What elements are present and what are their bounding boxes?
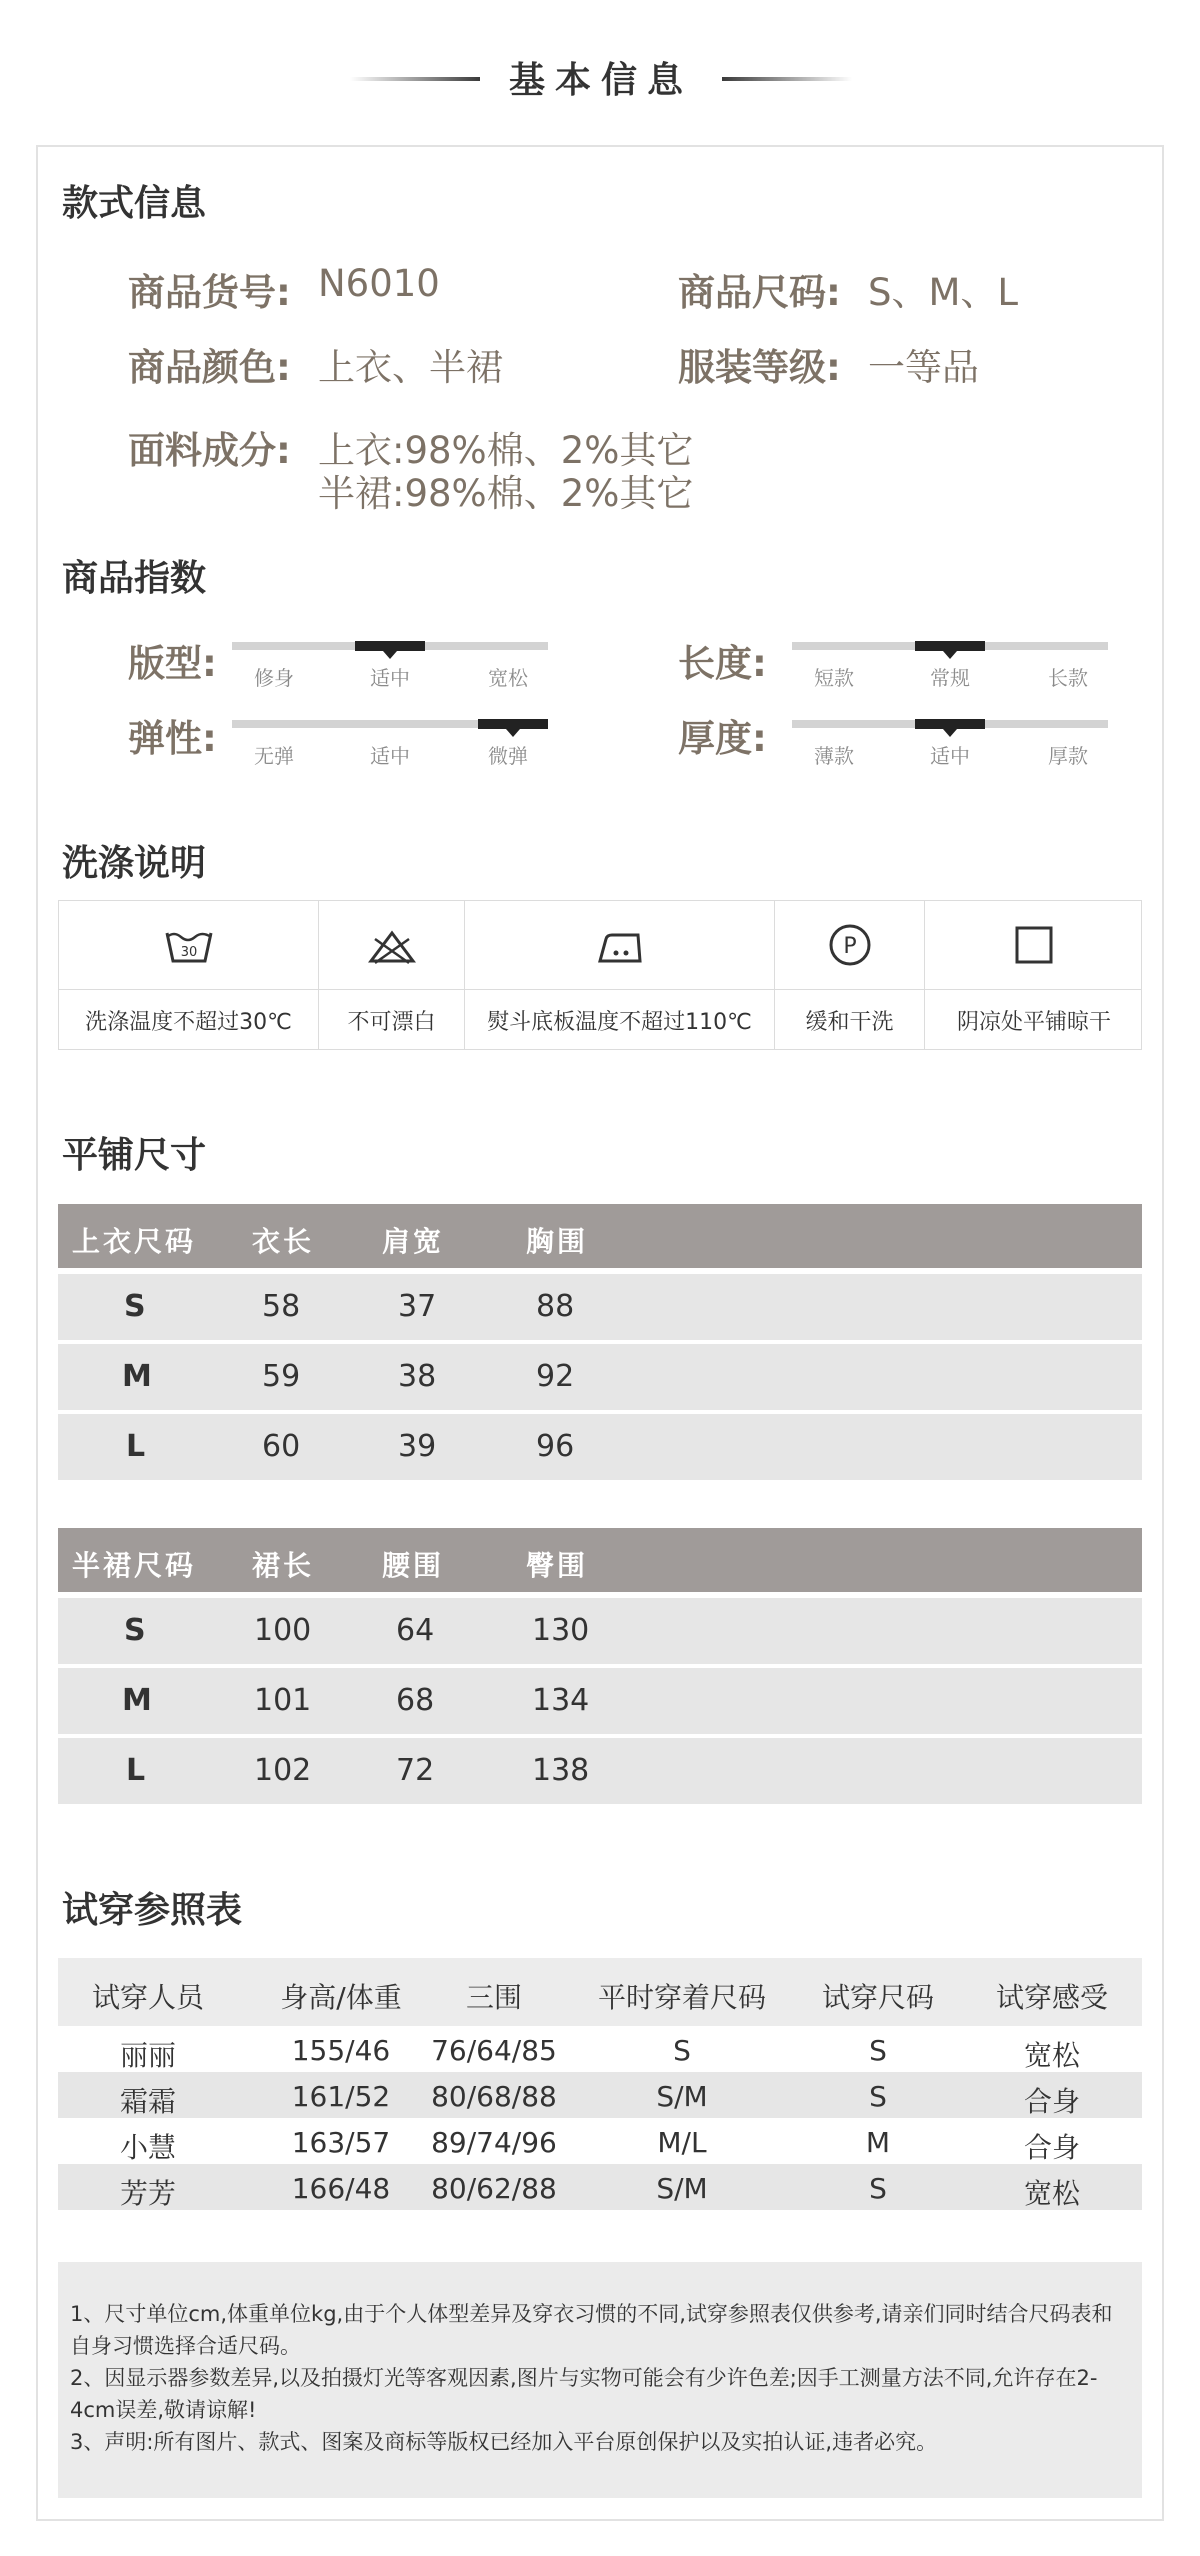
grade-value: 一等品 (868, 346, 979, 389)
skirt-length-cell: 102 (254, 1753, 312, 1788)
wash-col (775, 901, 925, 1049)
item-no-label: 商品货号: (128, 271, 291, 314)
index-label: 弹性: (128, 717, 217, 760)
fit-cell: 89/74/96 (431, 2126, 557, 2159)
index-tick-label: 长款 (1048, 666, 1088, 690)
fit-cell: 丽丽 (119, 2039, 176, 2072)
fit-cell: 163/57 (291, 2126, 391, 2159)
top-size-header (58, 1204, 1142, 1268)
fit-cell: 宽松 (1023, 2177, 1080, 2210)
page-title: 基本信息 (508, 60, 693, 101)
wash-30-icon (163, 927, 215, 967)
svg-text:P: P (842, 934, 857, 959)
fit-header (58, 1958, 1142, 2026)
table-row (58, 1738, 1142, 1804)
fit-cell: 小慧 (119, 2131, 176, 2164)
skirt-size-header (58, 1528, 1142, 1592)
grade-label: 服装等级: (678, 346, 841, 389)
notes-box (58, 2262, 1142, 2498)
iron-icon (594, 927, 646, 967)
fit-cell: 80/68/88 (431, 2080, 557, 2113)
no-bleach-icon (367, 927, 417, 967)
color-label: 商品颜色: (128, 346, 291, 389)
waist-cell: 72 (396, 1753, 435, 1788)
top-header-cell: 上衣尺码 (72, 1225, 197, 1258)
fit-cell: 76/64/85 (431, 2034, 557, 2067)
fit-cell: 161/52 (291, 2080, 391, 2113)
index-tick-label: 适中 (930, 744, 970, 768)
top-header-cell: 衣长 (252, 1225, 315, 1258)
size-label: 商品尺码: (678, 271, 841, 314)
fit-cell: S/M (656, 2172, 708, 2205)
index-tick-label: 适中 (370, 666, 410, 690)
chest-cell: 96 (536, 1429, 575, 1464)
index-marker (478, 719, 548, 729)
shoulder-cell: 39 (398, 1429, 437, 1464)
fit-cell: 合身 (1023, 2085, 1080, 2118)
color-value: 上衣、半裙 (318, 346, 503, 389)
size-cell: L (126, 1429, 146, 1464)
table-row (58, 1414, 1142, 1480)
header-left-line (350, 77, 480, 81)
fit-cell: 合身 (1023, 2131, 1080, 2164)
fit-cell: 芳芳 (119, 2177, 176, 2210)
fit-cell: 155/46 (291, 2034, 391, 2067)
index-tick-label: 薄款 (814, 744, 854, 768)
fit-cell: S (673, 2034, 691, 2067)
wash-title: 洗涤说明 (62, 843, 207, 884)
length-cell: 60 (262, 1429, 301, 1464)
index-marker (915, 719, 985, 729)
index-label: 长度: (678, 642, 767, 685)
wash-text: 阴凉处平铺晾干 (956, 1010, 1111, 1035)
index-label: 厚度: (678, 717, 767, 760)
index-tick-label: 适中 (370, 744, 410, 768)
fit-cell: M (865, 2126, 891, 2159)
chest-cell: 92 (536, 1359, 575, 1394)
shoulder-cell: 38 (398, 1359, 437, 1394)
table-row (58, 1274, 1142, 1340)
note-3: 3、声明:所有图片、款式、图案及商标等版权已经加入平台原创保护以及实拍认证,违者必究。 (70, 2430, 938, 2454)
index-tick-label: 短款 (814, 666, 854, 690)
hip-cell: 134 (532, 1683, 590, 1718)
note-1: 1、尺寸单位cm,体重单位kg,由于个人体型差异及穿衣习惯的不同,试穿参照表仅供参考,请亲们同时结合尺码表和自身习惯选择合适尺码。 (70, 2302, 1113, 2358)
wash-text: 洗涤温度不超过30℃ (85, 1010, 292, 1035)
fit-cell: S (869, 2034, 887, 2067)
table-row (58, 2164, 1142, 2210)
size-cell: S (124, 1289, 146, 1324)
wash-table (58, 900, 1142, 1050)
svg-text:30: 30 (180, 945, 197, 960)
size-value: S、M、L (868, 271, 1019, 314)
wash-text: 不可漂白 (347, 1010, 436, 1035)
fit-title: 试穿参照表 (62, 1890, 243, 1931)
index-tick-label: 无弹 (254, 744, 294, 768)
index-tick-label: 修身 (254, 666, 294, 690)
waist-cell: 68 (396, 1683, 435, 1718)
header-right-line (722, 77, 852, 81)
skirt-header-cell: 裙长 (252, 1549, 315, 1582)
wash-text: 熨斗底板温度不超过110℃ (487, 1010, 752, 1035)
note-2: 2、因显示器参数差异,以及拍摄灯光等客观因素,图片与实物可能会有少许色差;因手工测量方法不同,允许存在2-4cm误差,敬请谅解! (70, 2366, 1098, 2422)
index-tick-label: 微弹 (488, 744, 528, 768)
skirt-header-cell: 半裙尺码 (72, 1549, 197, 1582)
style-info-title: 款式信息 (62, 183, 207, 224)
fabric-top-value: 上衣:98%棉、2%其它 (318, 429, 694, 472)
fit-cell: S (869, 2080, 887, 2113)
table-row (58, 2026, 1142, 2072)
wash-text: 缓和干洗 (805, 1010, 894, 1035)
wash-col (465, 901, 775, 1049)
fit-header-cell: 三围 (465, 1981, 522, 2014)
table-row (58, 1344, 1142, 1410)
shoulder-cell: 37 (398, 1289, 437, 1324)
table-row (58, 2072, 1142, 2118)
index-marker (915, 641, 985, 651)
index-pointer-icon (506, 729, 520, 737)
size-cell: M (122, 1683, 152, 1718)
flat-dry-icon (1012, 923, 1056, 967)
indexes-title: 商品指数 (62, 558, 207, 599)
fit-cell: S/M (656, 2080, 708, 2113)
fit-cell: 霜霜 (119, 2085, 176, 2118)
fabric-skirt-value: 半裙:98%棉、2%其它 (318, 472, 694, 515)
fit-header-cell: 试穿尺码 (821, 1981, 934, 2014)
table-row (58, 1668, 1142, 1734)
wash-col (319, 901, 465, 1049)
index-tick-label: 宽松 (488, 666, 528, 690)
top-header-cell: 胸围 (526, 1225, 589, 1258)
hip-cell: 138 (532, 1753, 590, 1788)
fit-cell: S (869, 2172, 887, 2205)
fit-header-cell: 试穿人员 (91, 1981, 204, 2014)
skirt-header-cell: 臀围 (526, 1549, 589, 1582)
fit-header-cell: 平时穿着尺码 (597, 1981, 766, 2014)
wash-col (59, 901, 319, 1049)
fit-header-cell: 身高/体重 (280, 1981, 402, 2014)
wash-col (925, 901, 1143, 1049)
dry-clean-p-icon (828, 923, 872, 967)
fit-cell: 80/62/88 (431, 2172, 557, 2205)
hip-cell: 130 (532, 1613, 590, 1648)
length-cell: 58 (262, 1289, 301, 1324)
index-scale-bar (232, 720, 548, 728)
index-label: 版型: (128, 642, 217, 685)
table-row (58, 1598, 1142, 1664)
fit-header-cell: 试穿感受 (995, 1981, 1108, 2014)
index-tick-label: 常规 (930, 666, 970, 690)
fit-cell: 宽松 (1023, 2039, 1080, 2072)
skirt-length-cell: 101 (254, 1683, 312, 1718)
skirt-header-cell: 腰围 (382, 1549, 445, 1582)
fabric-label: 面料成分: (128, 429, 291, 472)
index-pointer-icon (943, 651, 957, 659)
index-marker (355, 641, 425, 651)
fit-cell: M/L (657, 2126, 707, 2159)
size-cell: L (126, 1753, 146, 1788)
skirt-length-cell: 100 (254, 1613, 312, 1648)
top-header-cell: 肩宽 (382, 1225, 445, 1258)
size-cell: M (122, 1359, 152, 1394)
item-no-value: N6010 (318, 262, 440, 305)
index-scale-bar (792, 642, 1108, 650)
flat-size-title: 平铺尺寸 (62, 1135, 207, 1176)
chest-cell: 88 (536, 1289, 575, 1324)
index-tick-label: 厚款 (1048, 744, 1088, 768)
waist-cell: 64 (396, 1613, 435, 1648)
table-row (58, 2118, 1142, 2164)
index-pointer-icon (383, 651, 397, 659)
fit-cell: 166/48 (291, 2172, 391, 2205)
length-cell: 59 (262, 1359, 301, 1394)
index-scale-bar (792, 720, 1108, 728)
size-cell: S (124, 1613, 146, 1648)
index-pointer-icon (943, 729, 957, 737)
index-scale-bar (232, 642, 548, 650)
